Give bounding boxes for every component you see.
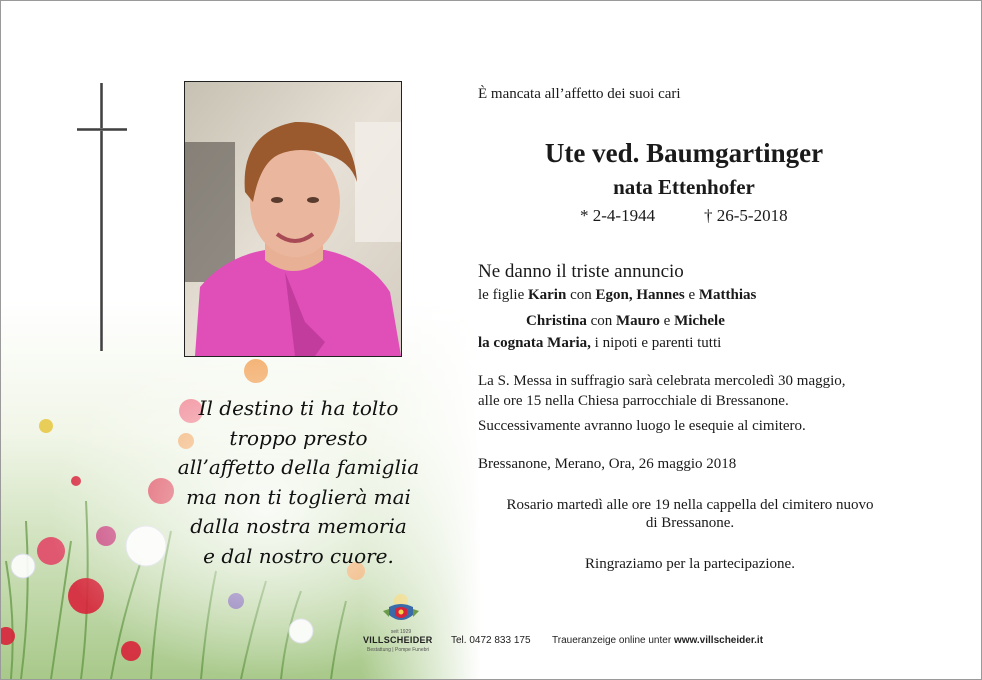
phone-number: Tel. 0472 833 175: [451, 635, 531, 646]
family-name: Egon, Hannes: [595, 287, 685, 303]
family-conjunction: e: [684, 287, 699, 303]
family-name: Christina: [526, 313, 587, 329]
family-line-2: [526, 313, 725, 330]
poem-line: Il destino ti ha tolto: [198, 396, 399, 420]
brand-since: seit 1929: [390, 629, 412, 635]
deceased-name: Ute ved. Baumgartinger: [544, 138, 824, 168]
portrait-photo: [184, 81, 402, 357]
family-name: la cognata Maria,: [478, 335, 591, 351]
poem-line: ma non ti toglierà mai: [186, 484, 411, 509]
family-name: Matthias: [698, 287, 757, 303]
family-name: Michele: [674, 313, 725, 329]
website-link[interactable]: www.villscheider.it: [673, 635, 764, 646]
online-notice: [552, 635, 763, 646]
online-text: Traueranzeige online unter: [552, 635, 674, 646]
family-name: Karin: [527, 287, 567, 303]
poem-line: dalla nostra memoria: [190, 514, 407, 538]
funeral-home-logo: [381, 601, 421, 627]
memorial-poem: [171, 394, 426, 571]
family-conjunction: e: [659, 313, 675, 329]
mass-info-line-2: alle ore 15 nella Chiesa parrocchiale di Bressanone.: [478, 393, 789, 409]
intro-text: È mancata all’affetto dei suoi cari: [478, 86, 681, 102]
place-date: Bressanone, Merano, Ora, 26 maggio 2018: [478, 456, 737, 472]
family-conjunction: con: [566, 287, 596, 303]
brand-name: VILLSCHEIDER: [363, 635, 433, 645]
rosary-info-line-1: Rosario martedì alle ore 19 nella cappella del cimitero nuovo: [506, 497, 874, 513]
death-date: † 26-5-2018: [704, 206, 788, 225]
family-prefix: le figlie: [478, 287, 528, 303]
thanks-text: Ringraziamo per la partecipazione.: [585, 556, 795, 572]
family-conjunction: con: [586, 313, 617, 329]
burial-info: Successivamente avranno luogo le esequie al cimitero.: [478, 418, 806, 434]
family-line-1: [478, 287, 756, 304]
brand-subtitle: Bestattung | Pompe Funebri: [367, 647, 430, 653]
poem-line: e dal nostro cuore.: [203, 543, 394, 568]
family-rest: i nipoti e parenti tutti: [590, 335, 722, 351]
poem-line: all’affetto della famiglia: [177, 455, 420, 479]
family-name: Mauro: [616, 313, 660, 329]
mass-info-line-1: La S. Messa in suffragio sarà celebrata mercoledì 30 maggio,: [478, 373, 846, 389]
poem-line: troppo presto: [229, 425, 368, 450]
birth-date: * 2-4-1944: [580, 206, 656, 225]
rosary-info-line-2: di Bressanone.: [645, 515, 735, 531]
family-line-3: [478, 335, 721, 352]
announcement-heading: Ne danno il triste annuncio: [478, 261, 684, 282]
maiden-name: nata Ettenhofer: [613, 175, 755, 199]
